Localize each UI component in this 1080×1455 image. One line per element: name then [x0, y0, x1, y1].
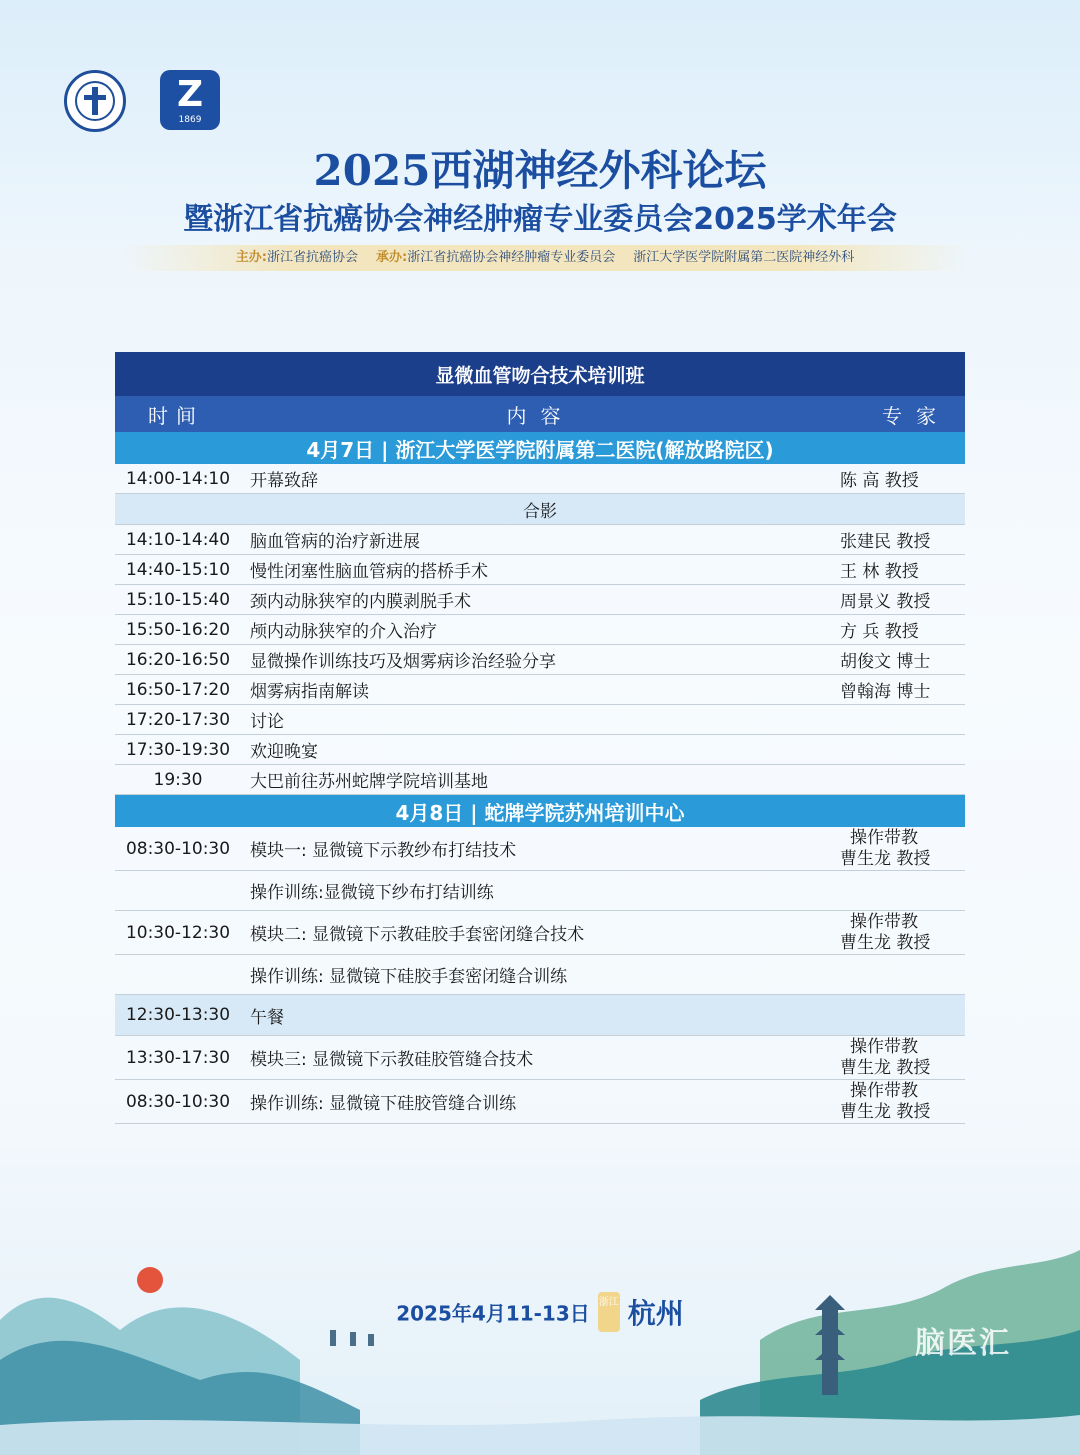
table-row [115, 871, 965, 911]
table-row [115, 705, 965, 735]
table-row [115, 765, 965, 795]
row-content: 显微操作训练技巧及烟雾病诊治经验分享 [241, 645, 840, 675]
event-date: 2025年4月11-13日 [396, 1301, 590, 1326]
band-label: 合影 [115, 494, 965, 525]
row-content: 模块二: 显微镜下示教硅胶手套密闭缝合技术 [241, 911, 840, 955]
day1-header [115, 432, 965, 464]
row-content: 操作训练: 显微镜下硅胶手套密闭缝合训练 [241, 955, 840, 995]
row-content: 开幕致辞 [241, 464, 840, 494]
row-content: 颅内动脉狭窄的介入治疗 [241, 615, 840, 645]
expert-role: 操作带教 [850, 827, 918, 848]
table-row [115, 1080, 965, 1124]
column-header-content: 内容 [241, 396, 840, 432]
table-row [115, 675, 965, 705]
row-expert: 陈 高 教授 [840, 464, 965, 494]
row-time: 14:10-14:40 [115, 525, 241, 555]
logo-year: 1869 [178, 115, 202, 125]
host-label: 主办: [235, 250, 267, 265]
row-time: 12:30-13:30 [115, 995, 241, 1036]
row-expert [840, 735, 965, 765]
table-row [115, 525, 965, 555]
row-expert [840, 827, 965, 871]
row-time: 19:30 [115, 765, 241, 795]
table-row [115, 955, 965, 995]
organizer-1: 浙江省抗癌协会神经肿瘤专业委员会 [407, 250, 616, 265]
expert-role: 操作带教 [850, 1036, 918, 1057]
row-content: 欢迎晚宴 [241, 735, 840, 765]
schedule-table [115, 352, 965, 1124]
day2-header [115, 795, 965, 828]
table-row [115, 735, 965, 765]
host-name: 浙江省抗癌协会 [266, 250, 358, 265]
table-row [115, 827, 965, 871]
row-expert [840, 871, 965, 911]
group-photo-row [115, 494, 965, 525]
logo-hospital [160, 70, 220, 130]
page-title: 2025西湖神经外科论坛 [313, 146, 767, 195]
expert-name: 曹生龙 教授 [840, 848, 931, 869]
row-expert [840, 911, 965, 955]
row-time: 17:20-17:30 [115, 705, 241, 735]
row-expert [840, 995, 965, 1036]
row-expert [840, 1080, 965, 1124]
row-expert [840, 1036, 965, 1080]
row-content: 操作训练:显微镜下纱布打结训练 [241, 871, 840, 911]
row-time: 14:40-15:10 [115, 555, 241, 585]
row-content: 操作训练: 显微镜下硅胶管缝合训练 [241, 1080, 840, 1124]
day1-header-label: 4月7日 | 浙江大学医学院附属第二医院(解放路院区) [115, 432, 965, 464]
host-bar [120, 245, 970, 271]
row-time: 16:20-16:50 [115, 645, 241, 675]
watermark: 脑医汇 [915, 1326, 1011, 1361]
seal-stamp: 浙江 [598, 1292, 620, 1332]
row-time: 08:30-10:30 [115, 1080, 241, 1124]
logo-letter: Z [176, 74, 204, 115]
table-row [115, 911, 965, 955]
table-row [115, 645, 965, 675]
row-content: 模块三: 显微镜下示教硅胶管缝合技术 [241, 1036, 840, 1080]
table-row [115, 585, 965, 615]
expert-role: 操作带教 [850, 911, 918, 932]
expert-role: 操作带教 [850, 1080, 918, 1101]
column-header-time: 时间 [115, 396, 241, 432]
column-header-expert: 专家 [840, 396, 965, 432]
row-expert [840, 765, 965, 795]
row-content: 模块一: 显微镜下示教纱布打结技术 [241, 827, 840, 871]
table-row [115, 464, 965, 494]
row-expert: 胡俊文 博士 [840, 645, 965, 675]
schedule-caption: 显微血管吻合技术培训班 [115, 352, 965, 396]
page-subtitle: 暨浙江省抗癌协会神经肿瘤专业委员会2025学术年会 [183, 202, 897, 237]
row-expert [840, 955, 965, 995]
row-content: 脑血管病的治疗新进展 [241, 525, 840, 555]
row-time [115, 955, 241, 995]
row-content: 午餐 [241, 995, 840, 1036]
table-row [115, 995, 965, 1036]
row-content: 大巴前往苏州蛇牌学院培训基地 [241, 765, 840, 795]
row-time: 10:30-12:30 [115, 911, 241, 955]
expert-name: 曹生龙 教授 [840, 1101, 931, 1122]
row-time: 16:50-17:20 [115, 675, 241, 705]
row-expert: 王 林 教授 [840, 555, 965, 585]
organizer-label: 承办: [375, 250, 408, 265]
expert-name: 曹生龙 教授 [840, 932, 931, 953]
row-time: 14:00-14:10 [115, 464, 241, 494]
sun [137, 1267, 163, 1293]
row-time: 08:30-10:30 [115, 827, 241, 871]
table-row [115, 1036, 965, 1080]
row-content: 讨论 [241, 705, 840, 735]
row-expert: 曾翰海 博士 [840, 675, 965, 705]
row-time: 15:50-16:20 [115, 615, 241, 645]
row-content: 慢性闭塞性脑血管病的搭桥手术 [241, 555, 840, 585]
row-expert: 张建民 教授 [840, 525, 965, 555]
row-expert [840, 705, 965, 735]
row-content: 颈内动脉狭窄的内膜剥脱手术 [241, 585, 840, 615]
event-city: 杭州 [627, 1297, 684, 1330]
row-time [115, 871, 241, 911]
row-expert: 方 兵 教授 [840, 615, 965, 645]
logo-cancer-association [64, 70, 126, 132]
table-row [115, 615, 965, 645]
row-time: 13:30-17:30 [115, 1036, 241, 1080]
expert-name: 曹生龙 教授 [840, 1057, 931, 1078]
row-content: 烟雾病指南解读 [241, 675, 840, 705]
organizer-2: 浙江大学医学院附属第二医院神经外科 [633, 250, 855, 265]
table-row [115, 555, 965, 585]
row-time: 15:10-15:40 [115, 585, 241, 615]
row-expert: 周景义 教授 [840, 585, 965, 615]
day2-header-label: 4月8日 | 蛇牌学院苏州培训中心 [115, 795, 965, 828]
row-time: 17:30-19:30 [115, 735, 241, 765]
